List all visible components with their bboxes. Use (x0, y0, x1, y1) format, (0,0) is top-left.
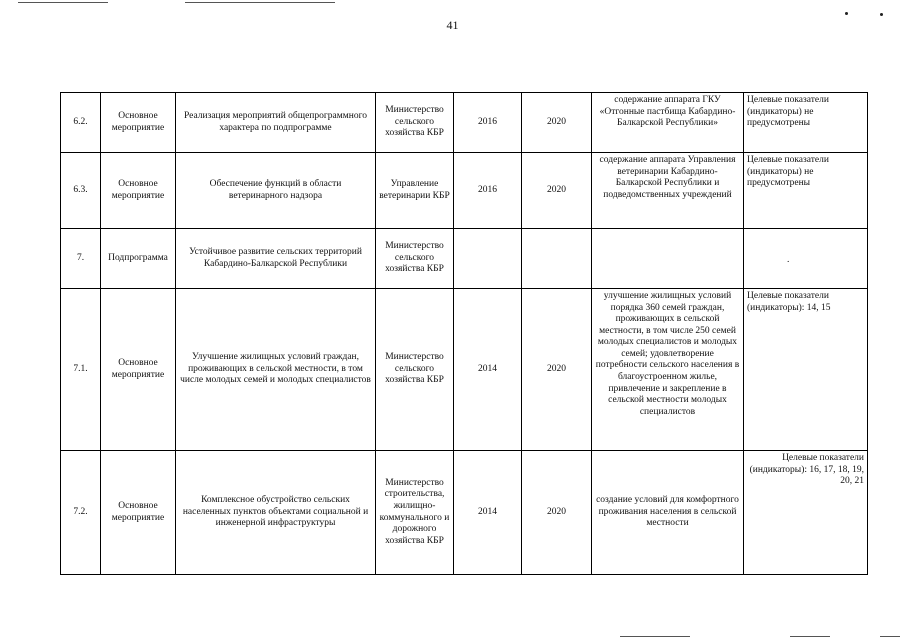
responsible-executor: Министерство сельского хозяйства КБР (376, 229, 454, 289)
responsible-executor: Управление ветеринарии КБР (376, 153, 454, 229)
responsible-executor: Министерство сельского хозяйства КБР (376, 289, 454, 451)
expected-result: содержание аппарата ГКУ «Отгонные пастбища Кабардино-Балкарской Республики» (592, 93, 744, 153)
scan-line-top-center (185, 2, 335, 3)
measure-type: Основное мероприятие (101, 289, 176, 451)
measure-type: Основное мероприятие (101, 153, 176, 229)
start-year: 2014 (454, 289, 522, 451)
measure-name: Обеспечение функций в области ветеринарного надзора (176, 153, 376, 229)
target-indicators: Целевые показатели (индикаторы) не предусмотрены (744, 93, 868, 153)
table-row (61, 289, 868, 451)
measure-type: Основное мероприятие (101, 93, 176, 153)
start-year: 2016 (454, 153, 522, 229)
table-row (61, 153, 868, 229)
expected-result: создание условий для комфортного проживания населения в сельской местности (592, 451, 744, 575)
end-year: 2020 (522, 289, 592, 451)
scan-line-top-left (18, 2, 108, 3)
target-indicators: . (787, 255, 790, 265)
measure-type: Подпрограмма (101, 229, 176, 289)
end-year (522, 229, 592, 289)
row-number: 6.2. (61, 93, 101, 153)
measure-name: Комплексное обустройство сельских населенных пунктов объектами социальной и инженерной инфраструктуры (176, 451, 376, 575)
scan-speck (845, 12, 848, 15)
scan-speck (880, 13, 883, 16)
scan-line-bottom (880, 636, 900, 637)
measure-name: Улучшение жилищных условий граждан, проживающих в сельской местности, в том числе молодых семей и молодых специалистов (176, 289, 376, 451)
responsible-executor: Министерство строительства, жилищно-коммунального и дорожного хозяйства КБР (376, 451, 454, 575)
table-row (61, 451, 868, 575)
start-year: 2016 (454, 93, 522, 153)
table-row (61, 229, 868, 289)
target-indicators: Целевые показатели (индикаторы) не предусмотрены (744, 153, 868, 229)
row-number: 7.2. (61, 451, 101, 575)
expected-result: содержание аппарата Управления ветеринарии Кабардино-Балкарской Республики и подведомственных учреждений (592, 153, 744, 229)
row-number: 7.1. (61, 289, 101, 451)
measure-type: Основное мероприятие (101, 451, 176, 575)
page-number: 41 (446, 18, 459, 32)
start-year: 2014 (454, 451, 522, 575)
end-year: 2020 (522, 93, 592, 153)
expected-result (592, 229, 744, 289)
measure-name: Устойчивое развитие сельских территорий Кабардино-Балкарской Республики (176, 229, 376, 289)
measure-name: Реализация мероприятий общепрограммного характера по подпрограмме (176, 93, 376, 153)
scan-line-bottom (790, 636, 830, 637)
scan-line-bottom (620, 636, 690, 637)
expected-result: улучшение жилищных условий порядка 360 семей граждан, проживающих в сельской местности, в том числе 250 семей молодых специалистов и молодых семей; удовлетворение потребности сельского населения в благоустроенном жилье, привлечение и закрепление в сельской местности молодых специалистов (592, 289, 744, 451)
program-measures-table (60, 92, 868, 575)
target-indicators: Целевые показатели (индикаторы): 16, 17, 18, 19, 20, 21 (744, 451, 868, 575)
target-indicators: Целевые показатели (индикаторы): 14, 15 (744, 289, 868, 451)
end-year: 2020 (522, 451, 592, 575)
target-indicators-cell (744, 229, 868, 289)
row-number: 7. (61, 229, 101, 289)
end-year: 2020 (522, 153, 592, 229)
responsible-executor: Министерство сельского хозяйства КБР (376, 93, 454, 153)
start-year (454, 229, 522, 289)
table-row (61, 93, 868, 153)
row-number: 6.3. (61, 153, 101, 229)
